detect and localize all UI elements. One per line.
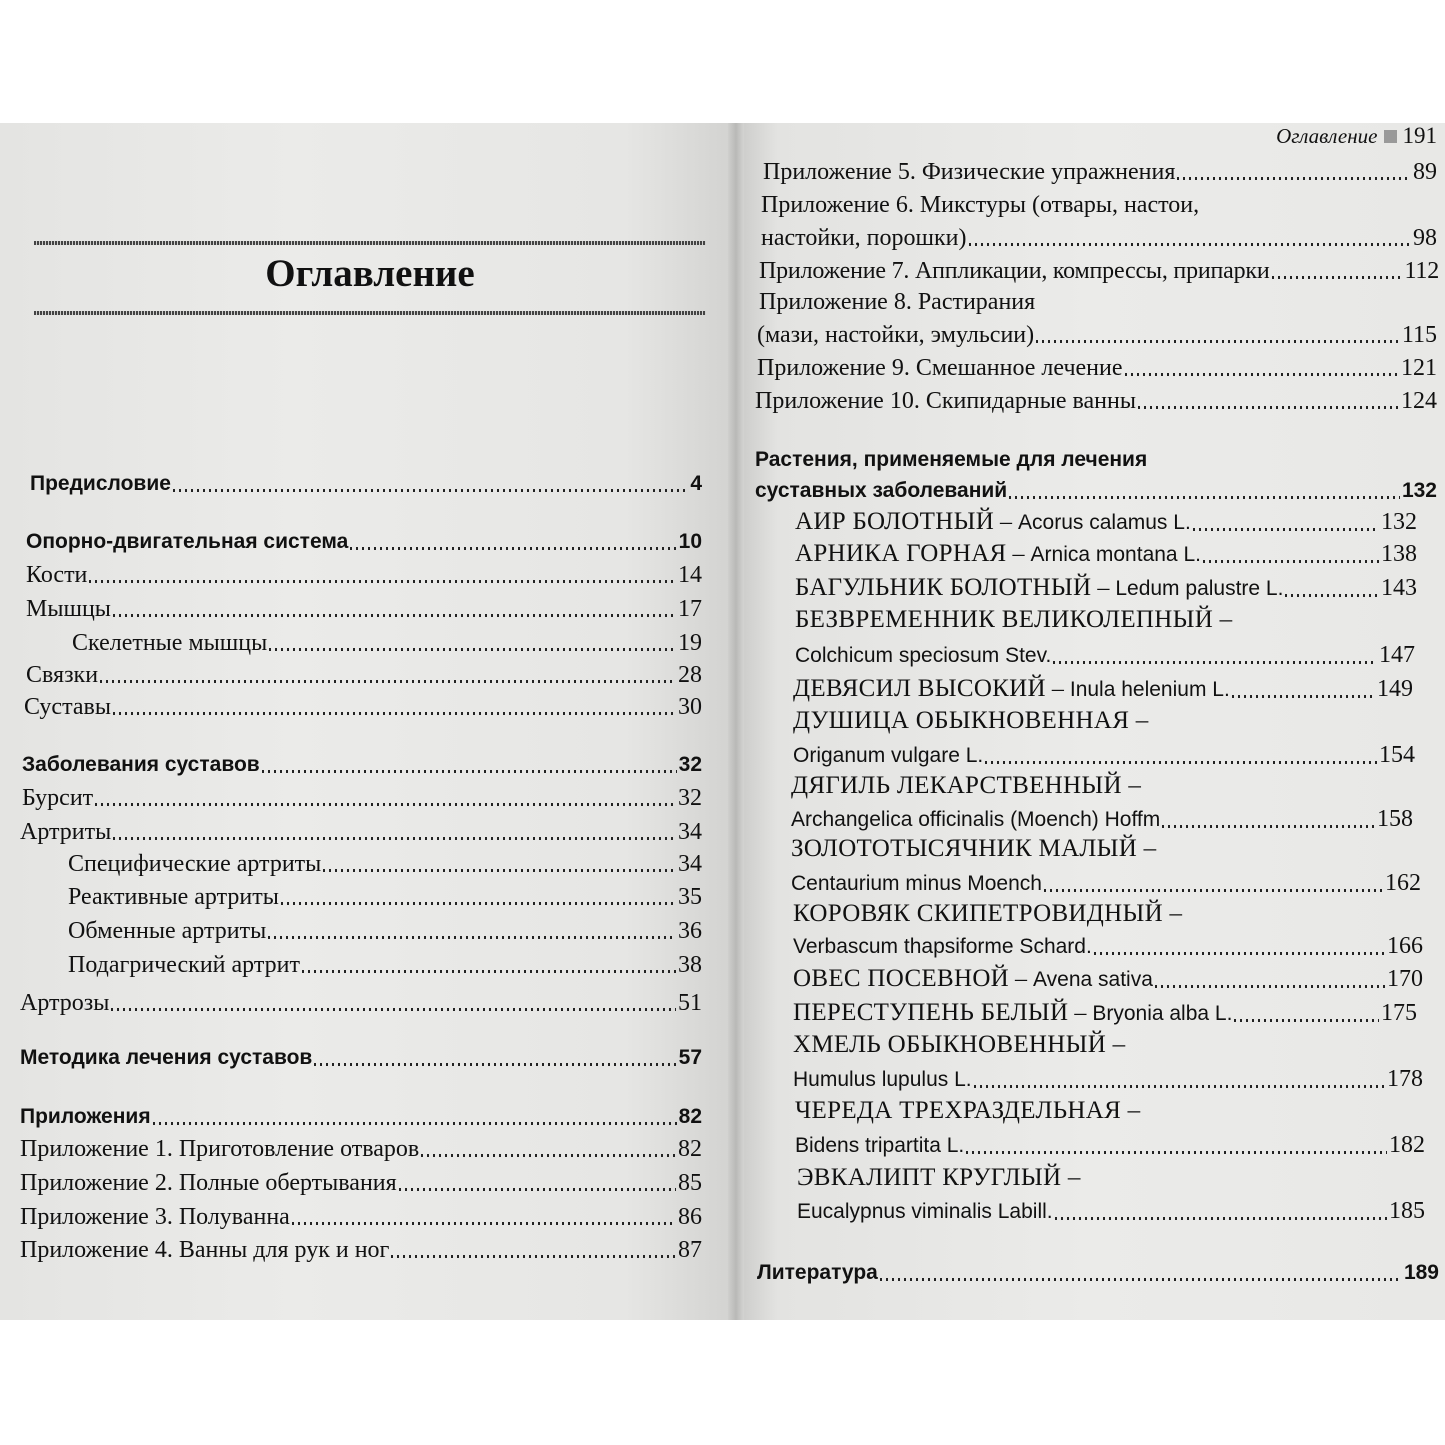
toc-entry-page: 158 — [1377, 806, 1413, 832]
toc-entry-label: Артрозы — [20, 990, 110, 1016]
toc-entry-label: Скелетные мышцы — [72, 630, 268, 656]
leader-dots — [113, 614, 676, 617]
leader-dots — [173, 489, 688, 492]
toc-entry-page: 87 — [678, 1237, 702, 1263]
toc-entry-page: 34 — [678, 819, 702, 845]
dash-separator: – — [1006, 541, 1031, 567]
toc-entry-label: Опорно-двигательная система — [26, 530, 349, 553]
plant-latin-name: Avena sativa — [1033, 968, 1153, 991]
dash-separator: – — [1045, 676, 1070, 702]
leader-dots — [1203, 560, 1379, 563]
toc-entry-label: Обменные артриты — [68, 918, 267, 944]
toc-entry-page: 170 — [1387, 966, 1423, 992]
dash-separator: – — [994, 509, 1019, 535]
leader-dots — [323, 869, 676, 872]
toc-entry-page: 82 — [678, 1136, 702, 1162]
leader-dots — [391, 1255, 676, 1258]
toc-entry-metabolic-arthritis — [68, 916, 702, 946]
leader-dots — [262, 770, 677, 773]
toc-entry-page: 147 — [1379, 642, 1415, 668]
toc-entry-page: 86 — [678, 1204, 702, 1230]
toc-entry-appendix-3 — [20, 1202, 702, 1232]
leader-dots — [985, 761, 1377, 764]
toc-entry-page: 115 — [1401, 322, 1437, 348]
leader-dots — [314, 1063, 676, 1066]
leader-dots — [89, 580, 676, 583]
toc-entry-plant-perestupen — [793, 998, 1417, 1029]
toc-entry-page: 17 — [678, 596, 702, 622]
plant-latin-name: Bryonia alba L. — [1092, 1002, 1233, 1025]
toc-entry-label: Суставы — [24, 694, 111, 720]
toc-entry-page: 82 — [678, 1105, 702, 1128]
leader-dots — [974, 1085, 1385, 1088]
toc-entry-label: Специфические артриты — [68, 851, 322, 877]
plant-name: АИР БОЛОТНЫЙ — [795, 508, 995, 535]
toc-entry-page: 19 — [678, 630, 702, 656]
toc-entry-page: 14 — [678, 562, 702, 588]
toc-entry-preface — [30, 469, 702, 499]
toc-entry-page: 89 — [1413, 159, 1437, 185]
plant-latin-name: Origanum vulgare L. — [793, 744, 984, 767]
dash-separator: – — [1009, 966, 1034, 992]
toc-entry-page: 132 — [1401, 479, 1437, 502]
toc-entry-label: Предисловие — [30, 472, 171, 495]
plant-latin-name: Archangelica officinalis (Moench) Hoffm — [791, 808, 1161, 831]
toc-entry-page: 178 — [1387, 1066, 1423, 1092]
toc-entry-page: 185 — [1389, 1198, 1425, 1224]
leader-dots — [1193, 528, 1379, 531]
toc-entry-page: 32 — [678, 785, 702, 811]
leader-dots — [1234, 1019, 1379, 1022]
leader-dots — [1162, 825, 1375, 828]
toc-entry-musculoskeletal — [26, 527, 702, 557]
toc-entry-page: 138 — [1381, 541, 1417, 567]
toc-entry-appendix-4 — [20, 1235, 702, 1265]
leader-dots — [1036, 340, 1400, 343]
plant-name: БАГУЛЬНИК БОЛОТНЫЙ — [795, 574, 1092, 601]
plant-name: ДЕВЯСИЛ ВЫСОКИЙ — [793, 675, 1046, 702]
title-bottom-rule — [34, 311, 706, 315]
toc-entry-label — [795, 507, 1191, 538]
page-title: Оглавление — [265, 252, 475, 295]
leader-dots — [113, 712, 676, 715]
toc-entry-joints — [24, 692, 702, 722]
toc-entry-appendix-9 — [757, 353, 1437, 383]
leader-dots — [281, 902, 676, 905]
running-header — [1276, 123, 1437, 149]
toc-entry-label: суставных заболеваний — [755, 479, 1008, 502]
toc-entry-specific-arthritis — [68, 849, 702, 879]
toc-entry-plant-arnica — [795, 539, 1417, 570]
toc-entry-label: настойки, порошки) — [761, 225, 967, 251]
leader-dots — [350, 547, 676, 550]
toc-entry-appendix-8-line1: Приложение 8. Растирания — [759, 289, 1036, 315]
toc-entry-label — [793, 964, 1153, 995]
plant-latin-name: Bidens tripartita L. — [795, 1134, 965, 1157]
toc-entry-page: 38 — [678, 952, 702, 978]
toc-entry-plant-dyagil — [791, 804, 1413, 835]
plant-name: ОВЕС ПОСЕВНОЙ — [793, 965, 1010, 992]
toc-entry-plant-chereda — [795, 1130, 1425, 1161]
toc-entry-page: 34 — [678, 851, 702, 877]
toc-entry-label: Артриты — [20, 819, 112, 845]
toc-entry-plant-devyasil — [793, 674, 1413, 705]
toc-entry-label: Литература — [757, 1261, 878, 1284]
toc-entry-page: 36 — [678, 918, 702, 944]
toc-entry-page: 175 — [1381, 1000, 1417, 1026]
toc-entry-label — [793, 998, 1232, 1029]
toc-entry-appendix-5 — [763, 157, 1437, 187]
plant-latin-name: Inula helenium L. — [1069, 678, 1230, 701]
dash-separator: – — [1091, 575, 1116, 601]
plant-latin-name: Acorus calamus L. — [1018, 511, 1191, 534]
toc-entry-appendix-10 — [755, 386, 1437, 416]
page-number: 191 — [1402, 123, 1437, 148]
toc-entry-label: Кости — [26, 562, 88, 588]
toc-entry-label: Методика лечения суставов — [20, 1046, 313, 1069]
toc-entry-appendix-2 — [20, 1168, 702, 1198]
toc-entry-label: Приложение 4. Ванны для рук и ног — [20, 1237, 390, 1263]
leader-dots — [1272, 276, 1403, 279]
plant-latin-name: Arnica montana L. — [1030, 543, 1201, 566]
toc-entry-page: 30 — [678, 694, 702, 720]
toc-entry-label: Приложение 5. Физические упражнения — [763, 159, 1176, 185]
leader-dots — [1138, 406, 1399, 409]
book-gutter — [728, 123, 744, 1320]
leader-dots — [113, 837, 676, 840]
leader-dots — [111, 1008, 676, 1011]
running-header-title: Оглавление — [1276, 123, 1378, 148]
leader-dots — [1125, 373, 1399, 376]
toc-entry-page: 121 — [1401, 355, 1437, 381]
toc-entry-appendix-6-line1: Приложение 6. Микстуры (отвары, настои, — [761, 192, 1200, 218]
toc-entry-label: Заболевания суставов — [22, 753, 260, 776]
leader-dots — [1044, 889, 1383, 892]
toc-entry-label: Приложение 3. Полуванна — [20, 1204, 290, 1230]
right-page — [735, 123, 1445, 1320]
toc-entry-plant-bagulnik — [795, 573, 1417, 604]
left-page — [0, 123, 735, 1320]
leader-dots — [966, 1151, 1387, 1154]
toc-entry-plant-zolototysyachnik — [791, 868, 1421, 899]
toc-entry-ligaments — [26, 660, 702, 690]
toc-entry-label: Приложение 2. Полные обертывания — [20, 1170, 397, 1196]
toc-entry-label: Мышцы — [26, 596, 111, 622]
leader-dots — [1009, 496, 1400, 499]
toc-entry-bones — [26, 560, 702, 590]
toc-entry-page: 132 — [1381, 509, 1417, 535]
toc-entry-plants-line1: Растения, применяемые для лечения — [755, 448, 1148, 471]
leader-dots — [880, 1278, 1402, 1281]
toc-entry-appendix-7 — [759, 256, 1439, 286]
toc-entry-page: 154 — [1379, 742, 1415, 768]
square-ornament-icon — [1384, 130, 1397, 143]
toc-entry-label — [793, 674, 1230, 705]
toc-entry-label: Подагрический артрит — [68, 952, 300, 978]
leader-dots — [292, 1222, 676, 1225]
toc-entry-bursitis — [22, 783, 702, 813]
toc-entry-page: 10 — [678, 530, 702, 553]
leader-dots — [1232, 695, 1375, 698]
plant-name-dushitsa: ДУШИЦА ОБЫКНОВЕННАЯ – — [793, 707, 1149, 734]
toc-entry-plants — [755, 476, 1437, 506]
toc-entry-label: Приложения — [20, 1105, 151, 1128]
toc-entry-page: 35 — [678, 884, 702, 910]
leader-dots — [153, 1122, 677, 1125]
toc-entry-page: 143 — [1381, 575, 1417, 601]
toc-entry-page: 182 — [1389, 1132, 1425, 1158]
toc-entry-page: 57 — [678, 1046, 702, 1069]
toc-entry-label: Реактивные артриты — [68, 884, 279, 910]
toc-entry-page: 112 — [1404, 258, 1439, 284]
toc-entry-label: (мази, настойки, эмульсии) — [757, 322, 1035, 348]
toc-entry-label: Приложение 1. Приготовление отваров — [20, 1136, 420, 1162]
toc-entry-appendix-8 — [757, 320, 1437, 350]
leader-dots — [1285, 594, 1379, 597]
plant-name-khmel: ХМЕЛЬ ОБЫКНОВЕННЫЙ – — [793, 1031, 1126, 1058]
leader-dots — [268, 936, 676, 939]
leader-dots — [421, 1154, 676, 1157]
plant-name-dyagil: ДЯГИЛЬ ЛЕКАРСТВЕННЫЙ – — [791, 772, 1142, 799]
leader-dots — [100, 680, 676, 683]
toc-entry-page: 51 — [678, 990, 702, 1016]
plant-name-chereda: ЧЕРЕДА ТРЕХРАЗДЕЛЬНАЯ – — [795, 1097, 1141, 1124]
toc-entry-page: 32 — [678, 753, 702, 776]
toc-entry-label: Бурсит — [22, 785, 94, 811]
toc-entry-treatment-method — [20, 1043, 702, 1073]
plant-latin-name: Colchicum speciosum Stev. — [795, 644, 1052, 667]
toc-entry-page: 166 — [1387, 933, 1423, 959]
plant-latin-name: Ledum palustre L. — [1115, 577, 1284, 600]
toc-entry-page: 4 — [690, 472, 702, 495]
leader-dots — [269, 648, 676, 651]
plant-name-zolototysyachnik: ЗОЛОТОТЫСЯЧНИК МАЛЫЙ – — [791, 835, 1157, 862]
toc-entry-page: 85 — [678, 1170, 702, 1196]
leader-dots — [1155, 985, 1385, 988]
toc-entry-label: Приложение 9. Смешанное лечение — [757, 355, 1123, 381]
toc-entry-page: 189 — [1403, 1261, 1439, 1284]
plant-name: АРНИКА ГОРНАЯ — [795, 540, 1007, 567]
plant-name-bezvremennik: БЕЗВРЕМЕННИК ВЕЛИКОЛЕПНЫЙ – — [795, 606, 1233, 633]
leader-dots — [969, 243, 1412, 246]
leader-dots — [302, 970, 676, 973]
toc-entry-label — [795, 573, 1283, 604]
leader-dots — [1177, 177, 1411, 180]
toc-entry-plant-air — [795, 507, 1417, 538]
toc-entry-label — [795, 539, 1201, 570]
toc-entry-literature — [757, 1258, 1439, 1288]
toc-entry-arthrosis — [20, 988, 702, 1018]
book-spread — [0, 123, 1445, 1320]
toc-entry-plant-bezvremennik — [795, 640, 1415, 671]
toc-entry-page: 98 — [1413, 225, 1437, 251]
leader-dots — [1053, 661, 1377, 664]
toc-entry-label: Приложение 10. Скипидарные ванны — [755, 388, 1136, 414]
toc-entry-page: 124 — [1401, 388, 1437, 414]
toc-entry-skeletal-muscles — [72, 628, 702, 658]
toc-entry-plant-evkalipt — [797, 1196, 1425, 1227]
toc-entry-plant-oves — [793, 964, 1423, 995]
toc-entry-page: 162 — [1385, 870, 1421, 896]
toc-entry-appendices — [20, 1102, 702, 1132]
plant-name: ПЕРЕСТУПЕНЬ БЕЛЫЙ — [793, 999, 1069, 1026]
toc-entry-plant-dushitsa — [793, 740, 1415, 771]
toc-entry-gout-arthritis — [68, 950, 702, 980]
plant-name-evkalipt: ЭВКАЛИПТ КРУГЛЫЙ – — [797, 1164, 1081, 1191]
toc-entry-page: 28 — [678, 662, 702, 688]
toc-entry-page: 149 — [1377, 676, 1413, 702]
plant-latin-name: Verbascum thapsiforme Schard. — [793, 935, 1092, 958]
toc-entry-label: Связки — [26, 662, 99, 688]
title-top-rule — [34, 241, 706, 245]
leader-dots — [95, 803, 676, 806]
leader-dots — [1055, 1217, 1387, 1220]
toc-entry-plant-korovyak — [793, 931, 1423, 962]
toc-entry-plant-khmel — [793, 1064, 1423, 1095]
toc-entry-appendix-6 — [761, 223, 1437, 253]
toc-entry-muscles — [26, 594, 702, 624]
plant-latin-name: Eucalypnus viminalis Labill. — [797, 1200, 1053, 1223]
toc-entry-label: Приложение 7. Аппликации, компрессы, припарки — [759, 258, 1270, 284]
leader-dots — [1094, 952, 1385, 955]
toc-entry-reactive-arthritis — [68, 882, 702, 912]
toc-entry-arthritis — [20, 817, 702, 847]
plant-latin-name: Humulus lupulus L. — [793, 1068, 972, 1091]
leader-dots — [399, 1188, 676, 1191]
toc-entry-appendix-1 — [20, 1134, 702, 1164]
plant-name-korovyak: КОРОВЯК СКИПЕТРОВИДНЫЙ – — [793, 900, 1183, 927]
dash-separator: – — [1068, 1000, 1093, 1026]
toc-entry-joint-diseases — [22, 750, 702, 780]
plant-latin-name: Centaurium minus Moench — [791, 872, 1042, 895]
